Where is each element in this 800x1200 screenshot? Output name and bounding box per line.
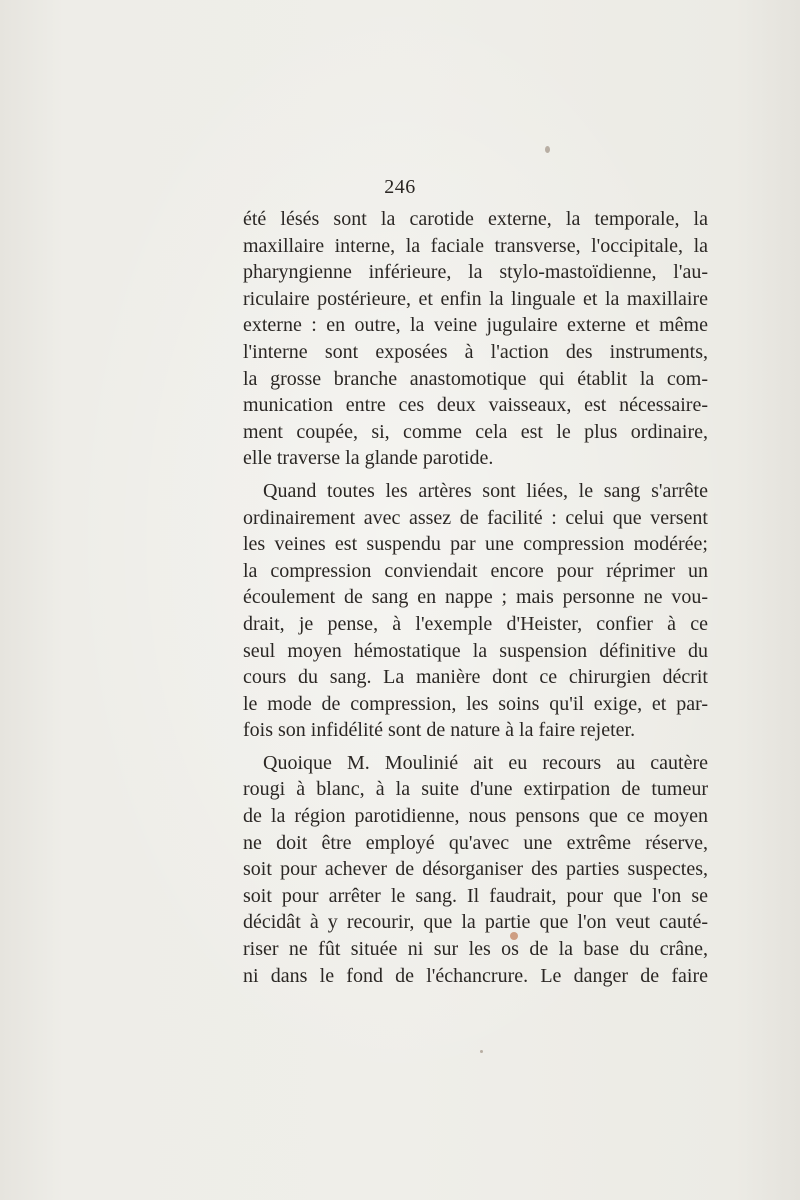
text-line: riser ne fût située ni sur les os de la base du crâne, (243, 938, 708, 961)
text-line: été lésés sont la carotide externe, la temporale, la (243, 208, 708, 230)
text-line: les veines est suspendu par une compression modérée; (243, 533, 708, 556)
text-line: elle traverse la glande parotide. (243, 447, 494, 470)
text-line: l'interne sont exposées à l'action des instruments, (243, 340, 708, 363)
text-line: de la région parotidienne, nous pensons que ce moyen (243, 805, 708, 828)
paper-speck (545, 146, 550, 153)
text-line: décidât à y recourir, que la partie que l'on veut cauté- (243, 911, 708, 934)
text-line: la grosse branche anastomotique qui établit la com- (243, 367, 708, 390)
page-number: 246 (384, 176, 416, 198)
text-line: seul moyen hémostatique la suspension définitive du (243, 639, 708, 662)
text-line: le mode de compression, les soins qu'il exige, et par- (243, 692, 708, 715)
text-line: munication entre ces deux vaisseaux, est nécessaire- (243, 394, 708, 417)
paragraph (243, 206, 708, 472)
text-line: soit pour arrêter le sang. Il faudrait, pour que l'on se (243, 884, 708, 907)
text-line: cours du sang. La manière dont ce chirurgien décrit (243, 666, 708, 689)
text-line: externe : en outre, la veine jugulaire externe et même (243, 314, 708, 337)
text-line: ne doit être employé qu'avec une extrême réserve, (243, 831, 708, 854)
text-line: rougi à blanc, à la suite d'une extirpation de tumeur (243, 778, 708, 801)
text-line: la compression conviendait encore pour réprimer un (243, 559, 708, 582)
text-line: ment coupée, si, comme cela est le plus ordinaire, (243, 420, 708, 443)
text-line: soit pour achever de désorganiser des parties suspectes, (243, 858, 708, 881)
text-line: ordinairement avec assez de facilité : celui que versent (243, 506, 708, 529)
text-line: pharyngienne inférieure, la stylo-mastoïdienne, l'au- (243, 261, 708, 284)
body-text (243, 206, 708, 989)
text-line: drait, je pense, à l'exemple d'Heister, confier à ce (243, 612, 708, 635)
text-line: Quand toutes les artères sont liées, le sang s'arrête (263, 479, 708, 502)
paragraph (243, 750, 708, 989)
paragraph (243, 478, 708, 744)
text-line: fois son infidélité sont de nature à la faire rejeter. (243, 719, 636, 742)
text-line: maxillaire interne, la faciale transverse, l'occipitale, la (243, 234, 708, 257)
text-line: écoulement de sang en nappe ; mais personne ne vou- (243, 586, 708, 609)
paper-speck (480, 1050, 483, 1053)
text-line: ni dans le fond de l'échancrure. Le danger de faire (243, 964, 708, 987)
text-line: riculaire postérieure, et enfin la linguale et la maxillaire (243, 287, 708, 310)
text-line: Quoique M. Moulinié ait eu recours au cautère (263, 751, 708, 774)
